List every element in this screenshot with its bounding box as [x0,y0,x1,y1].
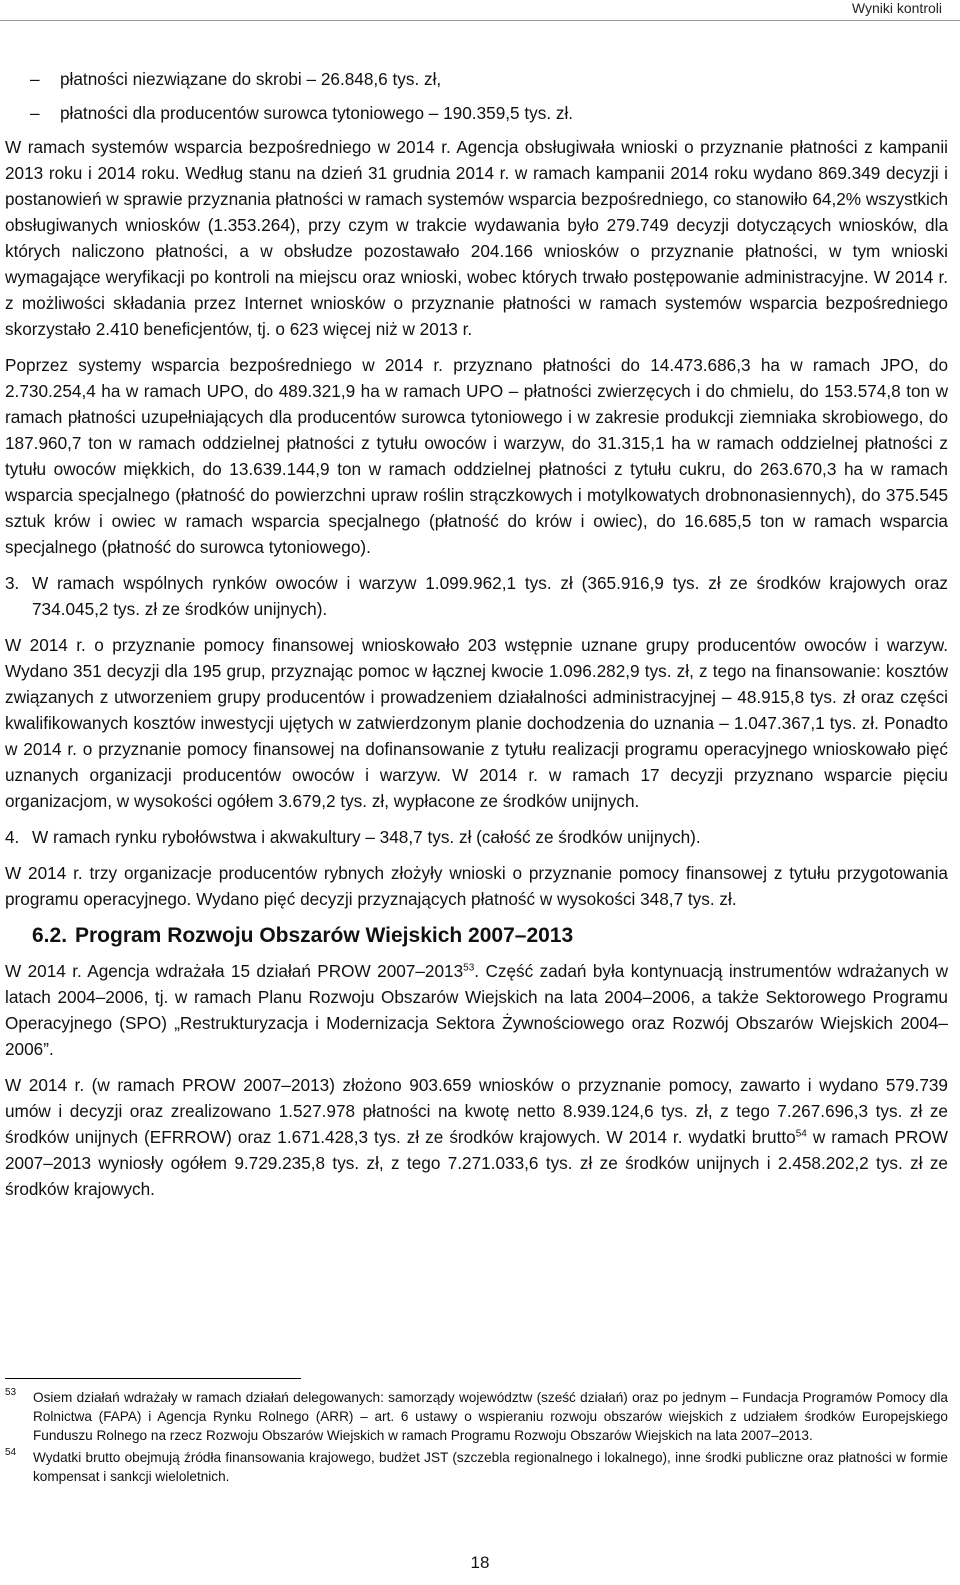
footnote-number: 54 [5,1447,17,1458]
item-text: W ramach wspólnych rynków owoców i warzyw 1.099.962,1 tys. zł (365.916,9 tys. zł ze środków krajowych oraz 734.045,2 tys. zł ze środków unijnych). [32,573,948,619]
paragraph-prow [5,958,948,1062]
paragraph-payments: Poprzez systemy wsparcia bezpośredniego w 2014 r. przyznano płatności do 14.473.686,3 ha w ramach JPO, do 2.730.254,4 ha w ramach UPO, do 489.321,9 ha w ramach UPO – płatności zwierzęcych i do chmielu, do 153.574,8 ton w ramach płatności uzupełniających dla producentów surowca tytoniowego i w zakresie produkcji ziemniaka skrobiowego, do 187.960,7 ton w ramach oddzielnej płatności z tytułu owoców i warzyw, do 31.315,1 ha w ramach oddzielnej płatności z tytułu owoców miękkich, do 13.639.144,9 ton w ramach oddzielnej płatności z tytułu cukru, do 263.670,3 ha w ramach wsparcia specjalnego (płatność do powierzchni upraw roślin strączkowych i motylkowatych drobnonasiennych), do 375.545 sztuk krów i owiec w ramach wsparcia specjalnego (płatność do krów i owiec), do 16.685,5 ton w ramach wsparcia specjalnego (płatność do surowca tytoniowego). [5,355,948,557]
footnote-ref-54[interactable]: 54 [795,1128,807,1140]
paragraph-fishery: W 2014 r. trzy organizacje producentów rybnych złożyły wnioski o przyznanie pomocy finansowej z tytułu przygotowania programu operacyjnego. Wydano pięć decyzji przyznających płatność w wysokości 348,7 tys. zł. [5,863,948,909]
footnote-text: Wydatki brutto obejmują źródła finansowania krajowego, budżet JST (szczebla regionalnego i lokalnego), inne środki publiczne oraz płatności w formie kompensat i sankcji wieloletnich. [33,1450,948,1484]
footnote-text: Osiem działań wdrażały w ramach działań delegowanych: samorządy województw (sześć działań) oraz po jednym – Fundacja Programów Pomocy dla Rolnictwa (FAPA) i Agencja Rynku Rolnego (ARR) – art. 6 ustawy o wspieraniu rozwoju obszarów wiejskich z udziałem środków Europejskiego Funduszu Rolnego na rzecz Rozwoju Obszarów Wiejskich w ramach Programu Rozwoju Obszarów Wiejskich na lata 2007–2013. [33,1390,948,1443]
footnote-number: 53 [5,1387,17,1398]
paragraph-text: w ramach PROW 2007–2013 wyniosły ogółem 9.729.235,8 tys. zł, z tego 7.271.033,6 tys. zł ze środków unijnych i 2.458.202,2 tys. zł ze środków krajowych. [5,1127,948,1199]
paragraph-text: W 2014 r. (w ramach PROW 2007–2013) złożono 903.659 wniosków o przyznanie pomocy, zawarto i wydano 579.739 umów i decyzji oraz zrealizowano 1.527.978 płatności na kwotę netto 8.939.124,6 tys. zł, z tego 7.267.696,3 tys. zł ze środków unijnych (EFRROW) oraz 1.671.428,3 tys. zł ze środków krajowych. W 2014 r. wydatki brutto [5,1075,948,1147]
footnote [5,1388,948,1445]
bullet-text: płatności niezwiązane do skrobi – 26.848,6 tys. zł, [60,69,442,89]
paragraph-text: . Część zadań była kontynuacją instrumentów wdrażanych w latach 2004–2006, tj. w ramach Planu Rozwoju Obszarów Wiejskich na lata 2004–2006, a także Sektorowego Programu Operacyjnego (SPO) „Restrukturyzacja i Modernizacja Sektora Żywnościowego oraz Rozwój Obszarów Wiejskich 2004–2006”. [5,961,948,1059]
main-content [5,66,948,1202]
bullet-item [5,100,948,126]
item-text: W ramach rynku rybołówstwa i akwakultury – 348,7 tys. zł (całość ze środków unijnych). [32,827,701,847]
footnotes [5,1388,948,1489]
footnote [5,1448,948,1486]
section-title: Program Rozwoju Obszarów Wiejskich 2007–2013 [75,924,574,947]
section-heading [32,924,948,948]
header-divider [0,20,960,21]
item-number: 3. [5,573,20,593]
item-number: 4. [5,827,20,847]
footnote-separator [5,1378,301,1379]
numbered-item [5,824,948,850]
paragraph-direct-support: W ramach systemów wsparcia bezpośredniego w 2014 r. Agencja obsługiwała wnioski o przyznanie płatności z kampanii 2013 roku i 2014 roku. Według stanu na dzień 31 grudnia 2014 r. w ramach kampanii 2014 roku wydano 869.349 decyzji i postanowień w sprawie przyznania płatności w ramach systemów wsparcia bezpośredniego, co stanowiło 64,2% wszystkich obsługiwanych wniosków (1.353.264), przy czym w trakcie wydawania było 279.749 decyzji dotyczących wniosków, dla których naliczono płatności, a w obsłudze pozostawało 204.166 wniosków o przyznanie płatności, w tym wnioski wymagające weryfikacji po kontroli na miejscu oraz wnioski, wobec których trwało postępowanie administracyjne. W 2014 r. z możliwości składania przez Internet wniosków o przyznanie płatności w ramach systemów wsparcia bezpośredniego skorzystało 2.410 beneficjentów, tj. o 623 więcej niż w 2013 r. [5,137,948,339]
section-number: 6.2. [32,924,68,947]
bullet-item [5,66,948,92]
paragraph-text: W 2014 r. Agencja wdrażała 15 działań PROW 2007–2013 [5,961,464,981]
paragraph-prow-stats [5,1072,948,1202]
numbered-item [5,570,948,622]
bullet-text: płatności dla producentów surowca tytoniowego – 190.359,5 tys. zł. [60,103,574,123]
header-title: Wyniki kontroli [851,0,942,16]
page-number: 18 [470,1553,490,1572]
footnote-ref-53[interactable]: 53 [463,962,475,974]
dash-marker: – [30,103,40,123]
dash-marker: – [30,69,40,89]
paragraph-producer-groups: W 2014 r. o przyznanie pomocy finansowej wnioskowało 203 wstępnie uznane grupy producentów owoców i warzyw. Wydano 351 decyzji dla 195 grup, przyznając pomoc w łącznej kwocie 1.096.282,9 tys. zł, z tego na finansowanie: kosztów związanych z utworzeniem grupy producentów i prowadzeniem działalności administracyjnej – 48.915,8 tys. zł oraz części kwalifikowanych kosztów inwestycji ujętych w zatwierdzonym planie dochodzenia do uznania – 1.047.367,1 tys. zł. Ponadto w 2014 r. o przyznanie pomocy finansowej na dofinansowanie z tytułu realizacji programu operacyjnego wnioskowało pięć uznanych organizacji producentów owoców i warzyw. W 2014 r. w ramach 17 decyzji przyznano wsparcie pięciu organizacjom, w wysokości ogółem 3.679,2 tys. zł, wypłacone ze środków unijnych. [5,635,948,811]
